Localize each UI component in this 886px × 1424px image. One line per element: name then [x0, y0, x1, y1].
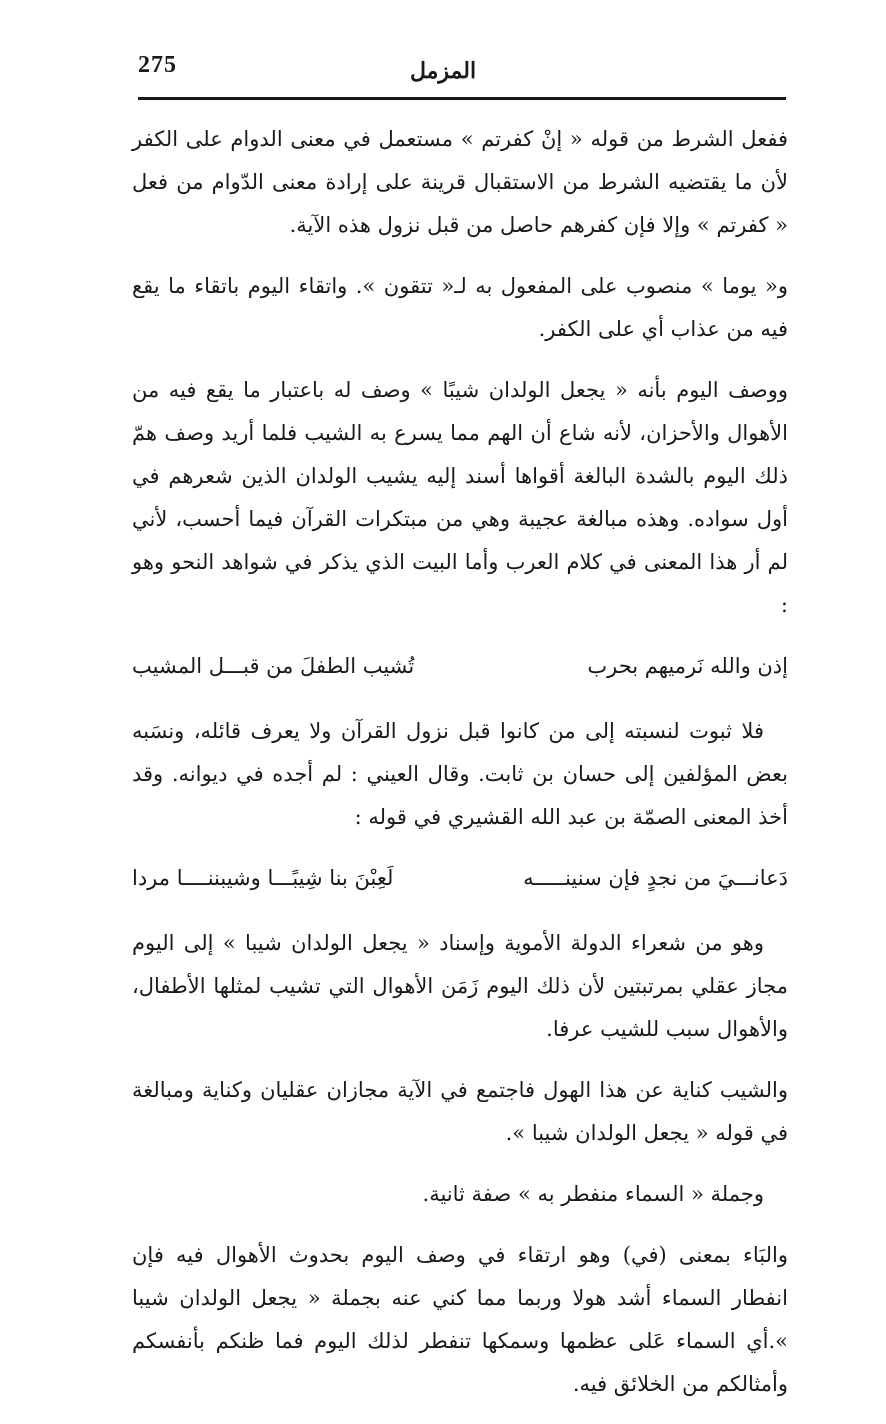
paragraph: وهو من شعراء الدولة الأموية وإسناد « يجعل الولدان شيبا » إلى اليوم مجاز عقلي بمرتبتين لأن ذلك اليوم زَمَن الأهوال التي تشيب لمثلها الأطفال، والأهوال سبب للشيب عرفا. [132, 931, 788, 1041]
verse-first-hemistich: إذن والله نَرميهم بحرب [587, 654, 788, 678]
page-number: 275 [138, 52, 177, 78]
verse-second-hemistich: تُشيب الطفلَ من قبـــل المشيب [132, 654, 415, 678]
verse-second-hemistich: لَعِبْنَ بنا شِيبًـــا وشيبننــــا مردا [132, 866, 394, 890]
header-rule [138, 97, 786, 100]
paragraph: ووصف اليوم بأنه « يجعل الولدان شيبًا » وصف له باعتبار ما يقع فيه من الأهوال والأحزان، لأنه شاع أن الهم مما يسرع به الشيب فلما أريد وصف همّ ذلك اليوم بالشدة البالغة أقواها أسند إليه يشيب الولدان الذين شعرهم في أول سواده. وهذه مبالغة عجيبة وهي من مبتكرات القرآن فيما أحسب، لأني لم أر هذا المعنى في كلام العرب وأما البيت الذي يذكر في شواهد النحو وهو : [132, 378, 788, 617]
paragraph: والشيب كناية عن هذا الهول فاجتمع في الآية مجازان عقليان وكناية ومبالغة في قوله « يجعل الولدان شيبا ». [132, 1078, 788, 1145]
poetry-verse [132, 857, 788, 900]
paragraph: فلا ثبوت لنسبته إلى من كانوا قبل نزول القرآن ولا يعرف قائله، ونسَبه بعض المؤلفين إلى حسان بن ثابت. وقال العيني : لم أجده في ديوانه. وقد أخذ المعنى الصمّة بن عبد الله القشيري في قوله : [132, 719, 788, 829]
verse-first-hemistich: دَعانـــيَ من نجدٍ فإن سنينـــــه [523, 866, 788, 890]
paragraph: وجملة « السماء منفطر به » صفة ثانية. [422, 1182, 764, 1206]
body-text [132, 118, 788, 1424]
paragraph: والبَاء بمعنى (في) وهو ارتقاء في وصف اليوم بحدوث الأهوال فيه فإن انفطار السماء أشد هولا وربما مما كني عنه بجملة « يجعل الولدان شيبا ».أي السماء عَلى عظمها وسمكها تنفطر لذلك اليوم فما ظنكم بأنفسكم وأمثالكم من الخلائق فيه. [132, 1243, 788, 1396]
paragraph: و« يوما » منصوب على المفعول به لـ« تتقون ». واتقاء اليوم باتقاء ما يقع فيه من عذاب أي على الكفر. [132, 274, 788, 341]
paragraph: ففعل الشرط من قوله « إنْ كفرتم » مستعمل في معنى الدوام على الكفر لأن ما يقتضيه الشرط من الاستقبال قرينة على إرادة معنى الدّوام من فعل « كفرتم » وإلا فإن كفرهم حاصل من قبل نزول هذه الآية. [132, 127, 788, 237]
running-title: المزمل [409, 58, 477, 84]
poetry-verse [132, 645, 788, 688]
